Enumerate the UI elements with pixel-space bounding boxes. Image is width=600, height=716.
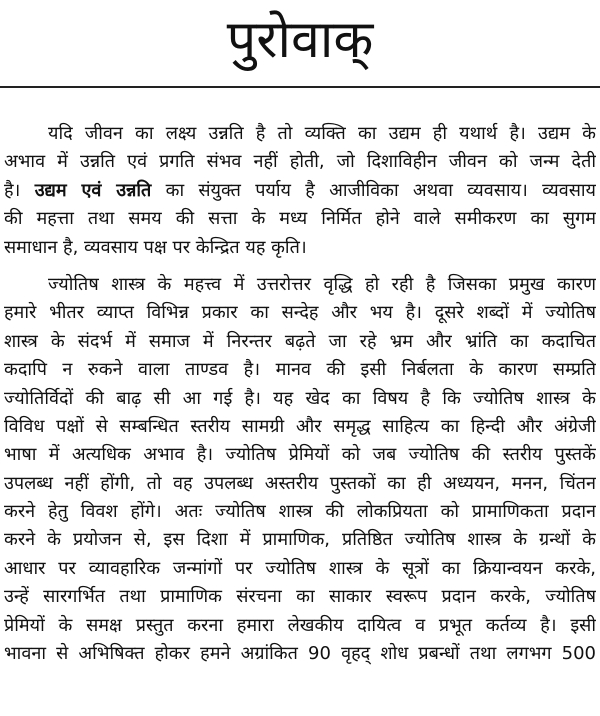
text-line: ज्योतिष शास्त्र के महत्त्व में उत्तरोत्तर वृद्धि हो रही है जिसका प्रमुख कारण (48, 273, 596, 295)
text-line: आधार पर व्यावहारिक जन्मांगों पर ज्योतिष शास्त्र के सूत्रों का क्रियान्वयन करके, (4, 557, 596, 579)
text-line (4, 177, 596, 205)
text-line: कदापि न रुकने वाला ताण्डव है। मानव की इसी निर्बलता के कारण सम्प्रति (4, 359, 596, 381)
text-line: की महत्ता तथा समय की सत्ता के मध्य निर्मित होने वाले समीकरण का सुगम (4, 208, 596, 230)
text-line: भावना से अभिषिक्त होकर हमने अग्रांकित 90 वृहद् शोध प्रबन्धों तथा लगभग 500 (4, 643, 596, 665)
text-line: करने के प्रयोजन से, इस दिशा में प्रामाणिक, प्रतिष्ठित ज्योतिष शास्त्र के ग्रन्थों के (4, 529, 596, 551)
text-line: प्रेमियों के समक्ष प्रस्तुत करना हमारा लेखकीय दायित्व व प्रभूत कर्तव्य है। इसी (4, 614, 596, 636)
text-line: हमारे भीतर व्याप्त विभिन्न प्रकार का सन्देह और भय है। दूसरे शब्दों में ज्योतिष (4, 302, 596, 324)
text-line: शास्त्र के संदर्भ में समाज में निरन्तर बढ़ते जा रहे भ्रम और भ्रांति का कदाचित (4, 330, 596, 352)
text-line: भाषा में अत्यधिक अभाव है। ज्योतिष प्रेमियों को जब ज्योतिष की स्तरीय पुस्तकें (4, 444, 596, 466)
paragraph-2 (4, 271, 596, 668)
text-line: उन्हें सारगर्भित तथा प्रामाणिक संरचना का साकार स्वरूप प्रदान करके, ज्योतिष (4, 586, 596, 608)
page-title: पुरोवाक् (226, 10, 374, 70)
text-line: समाधान है, व्यवसाय पक्ष पर केन्द्रित यह कृति। (4, 236, 307, 258)
text-fragment: है। (4, 179, 21, 201)
bold-phrase: उद्यम एवं उन्नति (34, 179, 152, 201)
text-line: उपलब्ध नहीं होंगी, तो वह उपलब्ध अस्तरीय पुस्तकों का ही अध्ययन, मनन, चिंतन (4, 472, 596, 494)
text-line: करने हेतु विवश होंगे। अतः ज्योतिष शास्त्र की लोकप्रियता को प्रामाणिकता प्रदान (4, 501, 596, 523)
text-line: यदि जीवन का लक्ष्य उन्नति है तो व्यक्ति का उद्यम ही यथार्थ है। उद्यम के (48, 123, 596, 144)
document-body (4, 120, 596, 668)
text-line: ज्योतिर्विदों की बाढ़ सी आ गई है। यह खेद का विषय है कि ज्योतिष शास्त्र के (4, 387, 596, 409)
paragraph-gap (4, 262, 596, 271)
paragraph-1 (4, 120, 596, 262)
text-fragment: का संयुक्त पर्याय है आजीविका अथवा व्यवसाय। व्यवसाय (165, 179, 596, 201)
text-line: विविध पक्षों से सम्बन्धित स्तरीय सामग्री और समृद्ध साहित्य का हिन्दी और अंग्रेजी (4, 415, 596, 437)
title-divider (0, 86, 600, 88)
text-line: अभाव में उन्नति एवं प्रगति संभव नहीं होती, जो दिशाविहीन जीवन को जन्म देती (4, 151, 596, 173)
